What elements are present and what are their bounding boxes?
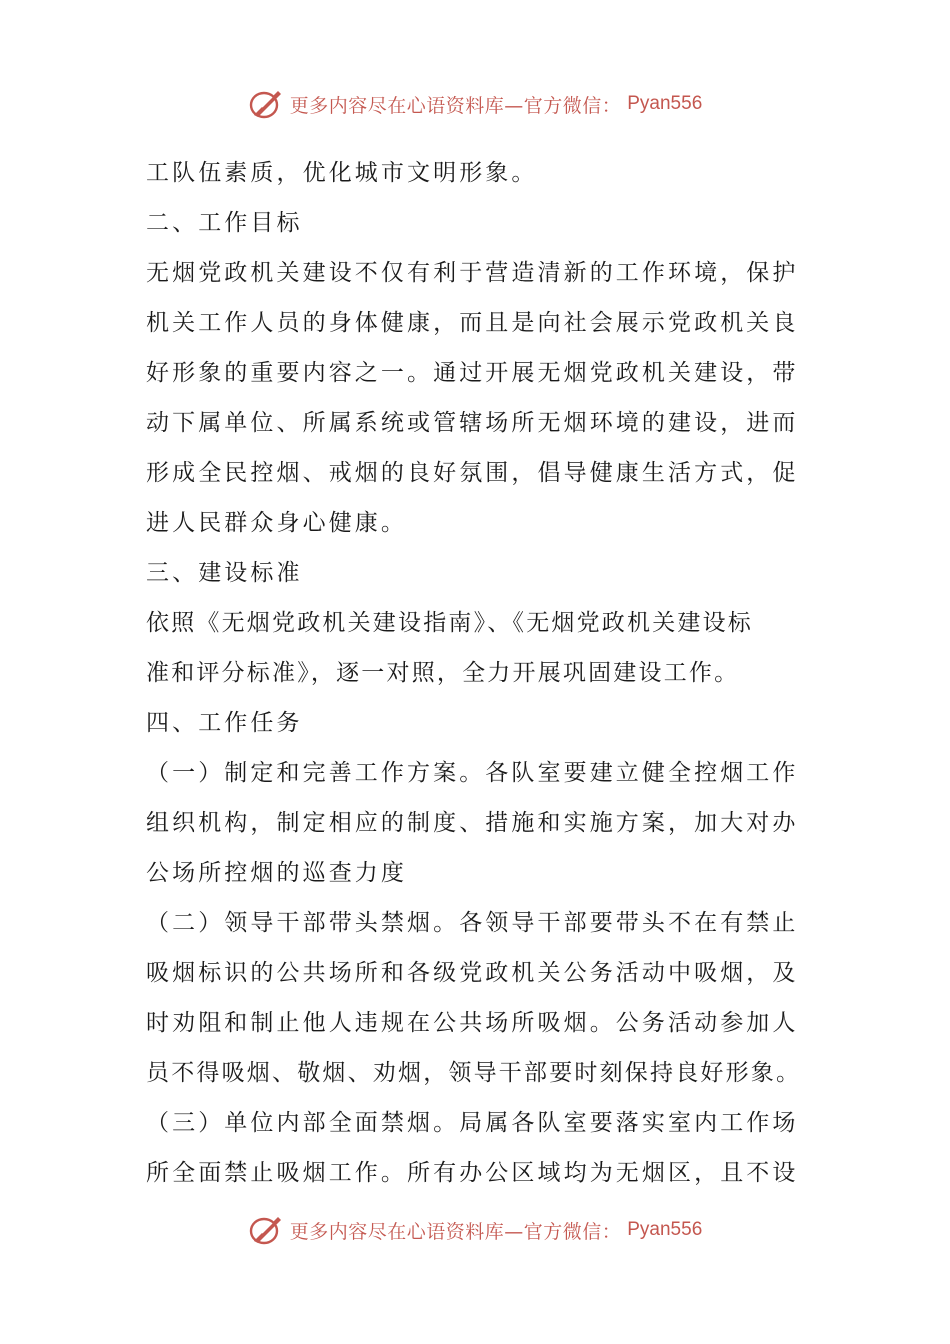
header-banner-text: 更多内容尽在心语资料库—官方微信： <box>289 94 622 117</box>
quill-logo-icon <box>248 87 284 121</box>
text-line: 员不得吸烟、敬烟、劝烟，领导干部要时刻保持良好形象。 <box>146 1060 802 1086</box>
text-line: 所全面禁止吸烟工作。所有办公区域均为无烟区，且不设 <box>146 1160 799 1186</box>
text-line: （三）单位内部全面禁烟。局属各队室要落实室内工作场 <box>146 1110 799 1136</box>
header-watermark-banner <box>0 84 950 124</box>
text-line: 吸烟标识的公共场所和各级党政机关公务活动中吸烟，及 <box>146 960 799 986</box>
text-line: （二）领导干部带头禁烟。各领导干部要带头不在有禁止 <box>146 910 799 936</box>
text-line: 工队伍素质，优化城市文明形象。 <box>146 160 538 186</box>
text-line: 依照《无烟党政机关建设指南》、《无烟党政机关建设标 <box>146 610 753 636</box>
footer-banner-text: 更多内容尽在心语资料库—官方微信： <box>289 1220 622 1243</box>
header-banner-handle: Pyan556 <box>627 93 703 114</box>
text-line: （一）制定和完善工作方案。各队室要建立健全控烟工作 <box>146 760 799 786</box>
section-heading: 四、工作任务 <box>146 710 303 736</box>
text-line: 机关工作人员的身体健康，而且是向社会展示党政机关良 <box>146 310 799 336</box>
document-body <box>146 148 810 1198</box>
text-line: 动下属单位、所属系统或管辖场所无烟环境的建设，进而 <box>146 410 799 436</box>
text-line: 准和评分标准》，逐一对照，全力开展巩固建设工作。 <box>146 660 740 686</box>
text-line: 时劝阻和制止他人违规在公共场所吸烟。公务活动参加人 <box>146 1010 799 1036</box>
text-line: 进人民群众身心健康。 <box>146 510 407 536</box>
text-line: 好形象的重要内容之一。通过开展无烟党政机关建设，带 <box>146 360 799 386</box>
quill-logo-icon <box>248 1213 284 1247</box>
text-line: 无烟党政机关建设不仅有利于营造清新的工作环境，保护 <box>146 260 799 286</box>
footer-watermark-banner <box>0 1210 950 1250</box>
text-line: 公场所控烟的巡查力度 <box>146 860 407 886</box>
section-heading: 二、工作目标 <box>146 210 303 236</box>
section-heading: 三、建设标准 <box>146 560 303 586</box>
text-line: 组织机构，制定相应的制度、措施和实施方案，加大对办 <box>146 810 799 836</box>
text-line: 形成全民控烟、戒烟的良好氛围，倡导健康生活方式，促 <box>146 460 799 486</box>
footer-banner-handle: Pyan556 <box>627 1219 703 1240</box>
